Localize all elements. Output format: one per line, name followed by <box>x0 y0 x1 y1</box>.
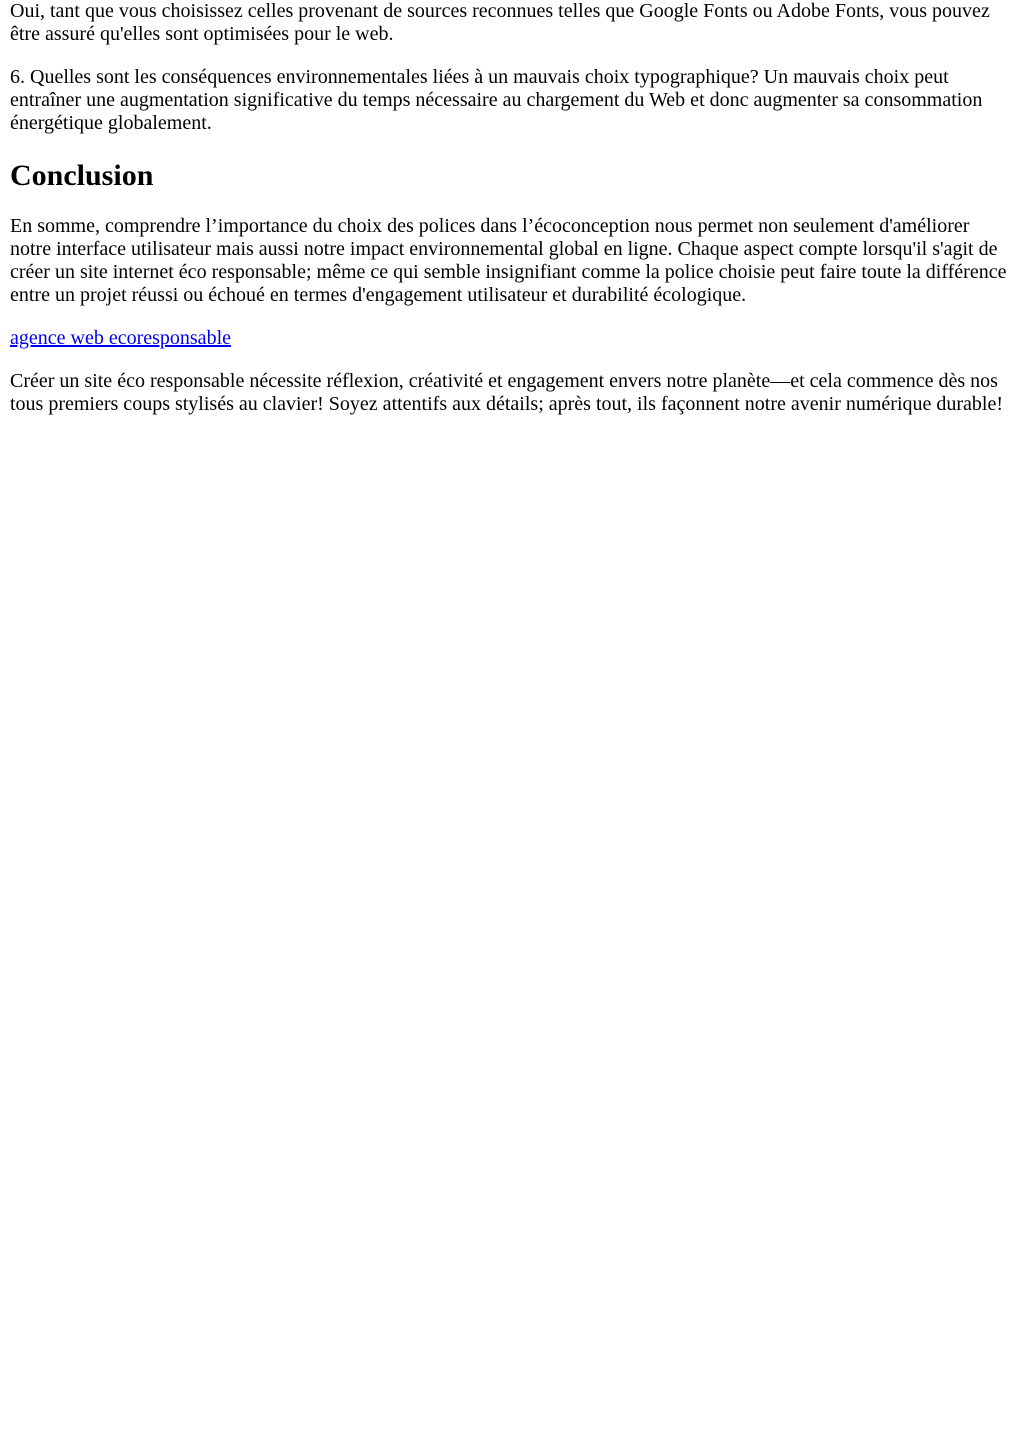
link-paragraph <box>10 327 1014 350</box>
agence-web-link[interactable]: agence web ecoresponsable <box>10 327 231 349</box>
paragraph-closing: Créer un site éco responsable nécessite réflexion, créativité et engagement envers notre planète—et cela commence dès nos tous premiers coups stylisés au clavier! Soyez attentifs aux détails; après tout, ils façonnent notre avenir numérique durable! <box>10 370 1004 415</box>
conclusion-heading: Conclusion <box>10 159 154 192</box>
article-body <box>0 0 1024 416</box>
paragraph-environmental-consequences: 6. Quelles sont les conséquences environnementales liées à un mauvais choix typographique? Un mauvais choix peut entraîner une augmentation significative du temps nécessaire au chargement du Web et donc augmenter sa consommation énergétique globalement. <box>10 66 983 134</box>
paragraph-conclusion: En somme, comprendre l’importance du choix des polices dans l’écoconception nous permet non seulement d'améliorer notre interface utilisateur mais aussi notre impact environnemental global en ligne. Chaque aspect compte lorsqu'il s'agit de créer un site internet éco responsable; même ce qui semble insignifiant comme la police choisie peut faire toute la différence entre un projet réussi ou échoué en termes d'engagement utilisateur et durabilité écologique. <box>10 215 1007 306</box>
paragraph-font-sources: Oui, tant que vous choisissez celles provenant de sources reconnues telles que Google Fonts ou Adobe Fonts, vous pouvez être assuré qu'elles sont optimisées pour le web. <box>10 0 990 45</box>
